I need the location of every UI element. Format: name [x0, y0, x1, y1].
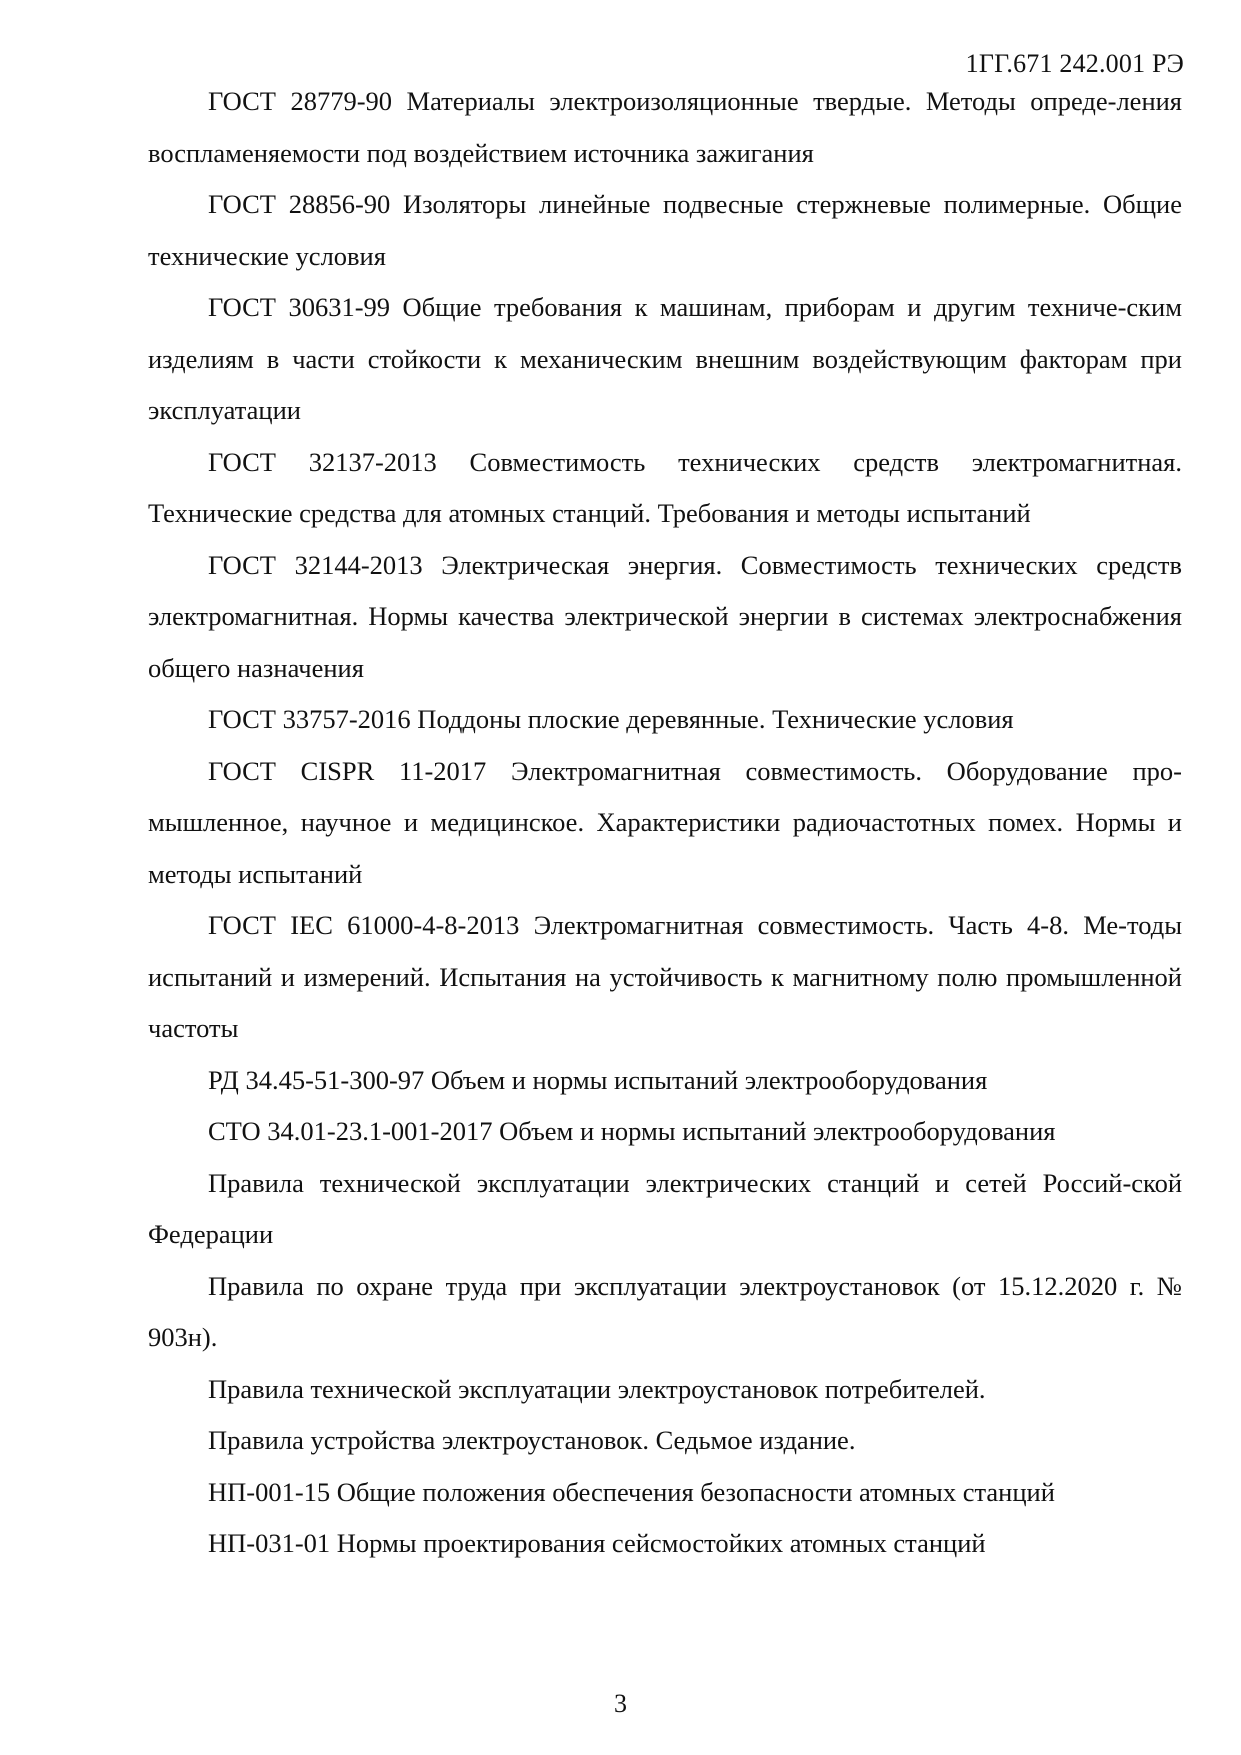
reference-list	[148, 76, 1182, 1570]
reference-item-gost-iec-61000: ГОСТ IEC 61000-4-8-2013 Электромагнитная совместимость. Часть 4-8. Ме-тоды испытаний и измерений. Испытания на устойчивость к магнитному полю промышленной частоты	[148, 910, 1182, 1043]
reference-item-gost-32137: ГОСТ 32137-2013 Совместимость технических средств электромагнитная. Технические средства для атомных станций. Требования и методы испытаний	[148, 446, 1182, 528]
reference-item-gost-28856: ГОСТ 28856-90 Изоляторы линейные подвесные стержневые полимерные. Общие технические условия	[148, 189, 1182, 271]
reference-item-labor-safety-rules: Правила по охране труда при эксплуатации электроустановок (от 15.12.2020 г. № 903н).	[148, 1270, 1182, 1352]
reference-item-gost-33757: ГОСТ 33757-2016 Поддоны плоские деревянные. Технические условия	[208, 704, 1014, 734]
reference-item-rd-34-45: РД 34.45-51-300-97 Объем и нормы испытаний электрооборудования	[208, 1064, 988, 1095]
document-code-header: 1ГГ.671 242.001 РЭ	[965, 49, 1184, 78]
reference-item-gost-32144: ГОСТ 32144-2013 Электрическая энергия. Совместимость технических средств электромагнитная. Нормы качества электрической энергии в системах электроснабжения общего назначения	[148, 549, 1182, 683]
reference-item-np-001-15: НП-001-15 Общие положения обеспечения безопасности атомных станций	[208, 1476, 1055, 1507]
reference-item-sto-34-01: СТО 34.01-23.1-001-2017 Объем и нормы испытаний электрооборудования	[208, 1116, 1056, 1146]
reference-item-pue-seventh-edition: Правила устройства электроустановок. Седьмое издание.	[208, 1425, 856, 1455]
reference-item-gost-cispr-11: ГОСТ CISPR 11-2017 Электромагнитная совместимость. Оборудование про-мышленное, научное и медицинское. Характеристики радиочастотных помех. Нормы и методы испытаний	[148, 755, 1182, 889]
reference-item-gost-30631: ГОСТ 30631-99 Общие требования к машинам, приборам и другим техниче-ским изделиям в части стойкости к механическим внешним воздействующим факторам при эксплуатации	[148, 292, 1182, 425]
reference-item-gost-28779: ГОСТ 28779-90 Материалы электроизоляционные твердые. Методы опреде-ления воспламеняемости под воздействием источника зажигания	[148, 86, 1182, 168]
page-number: 3	[614, 1689, 627, 1718]
reference-item-np-031-01: НП-031-01 Нормы проектирования сейсмостойких атомных станций	[208, 1528, 986, 1558]
reference-item-rules-power-stations: Правила технической эксплуатации электрических станций и сетей Россий-ской Федерации	[148, 1167, 1182, 1249]
reference-item-consumer-installations-rules: Правила технической эксплуатации электроустановок потребителей.	[208, 1373, 986, 1404]
